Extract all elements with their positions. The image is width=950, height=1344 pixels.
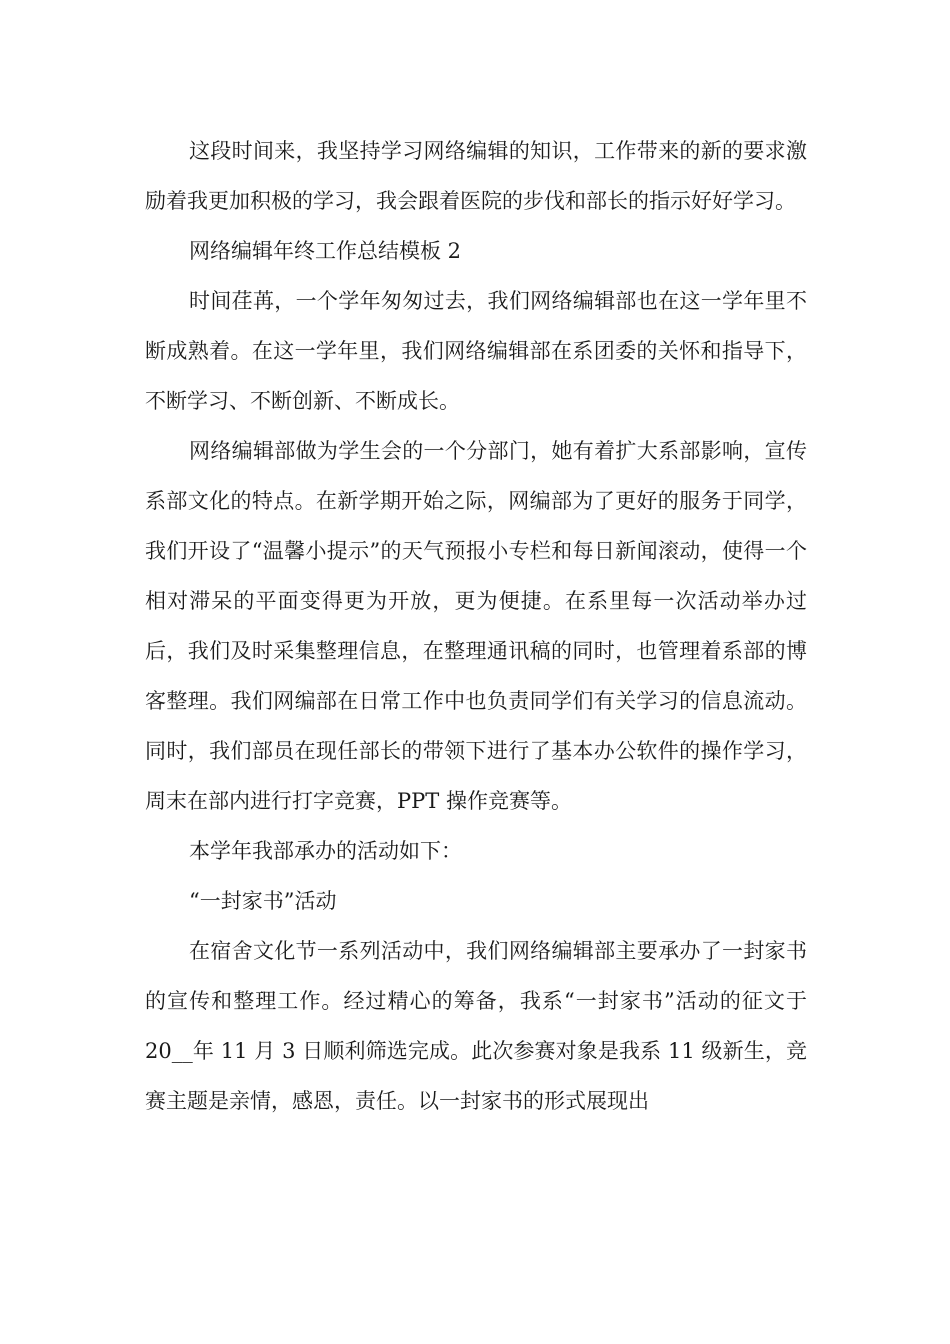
paragraph: 本学年我部承办的活动如下：: [189, 839, 462, 863]
paragraph: 在宿舍文化节一系列活动中，我们网络编辑部主要承办了一封家书的宣传和整理工作。经过精心的筹备，我系“一封家书”活动的征文于 20__年 11 月 3 日顺利筛选完成。此次参赛对象是我系 11 级新生，竞赛主题是亲情，感恩，责任。以一封家书的形式展现出: [145, 939, 807, 1113]
paragraph: 这段时间来，我坚持学习网络编辑的知识，工作带来的新的要求激励着我更加积极的学习，我会跟着医院的步伐和部长的指示好好学习。: [145, 139, 807, 213]
activity-heading: “一封家书”活动: [189, 889, 337, 913]
paragraph: 网络编辑部做为学生会的一个分部门，她有着扩大系部影响，宣传系部文化的特点。在新学期开始之际，网编部为了更好的服务于同学，我们开设了“温馨小提示”的天气预报小专栏和每日新闻滚动，使得一个相对滞呆的平面变得更为开放，更为便捷。在系里每一次活动举办过后，我们及时采集整理信息，在整理通讯稿的同时，也管理着系部的博客整理。我们网编部在日常工作中也负责同学们有关学习的信息流动。同时，我们部员在现任部长的带领下进行了基本办公软件的操作学习，周末在部内进行打字竞赛，PPT 操作竞赛等。: [145, 439, 807, 813]
section-heading: 网络编辑年终工作总结模板 2: [189, 239, 462, 263]
paragraph: 时间荏苒，一个学年匆匆过去，我们网络编辑部也在这一学年里不断成熟着。在这一学年里，我们网络编辑部在系团委的关怀和指导下，不断学习、不断创新、不断成长。: [145, 289, 807, 413]
document-body: [145, 126, 807, 1126]
